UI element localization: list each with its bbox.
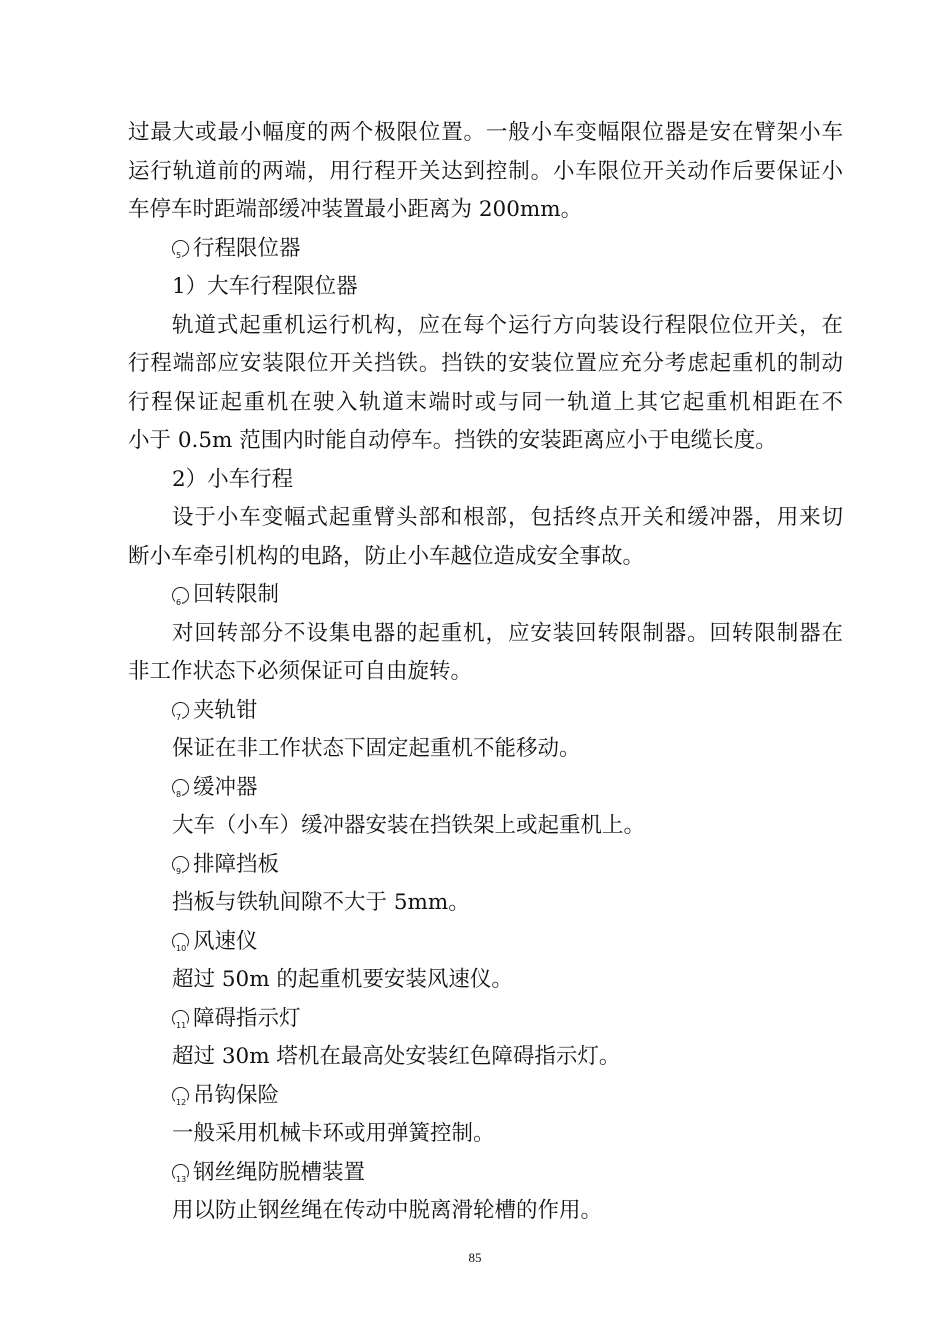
sub-heading: 2）小车行程	[172, 466, 294, 492]
text-line: 大车（小车）缓冲器安装在挡铁架上或起重机上。	[172, 813, 646, 838]
section-heading-text: 钢丝绳防脱槽装置	[193, 1159, 366, 1185]
section-heading	[128, 1000, 843, 1039]
text-line: 对回转部分不设集电器的起重机，应安装回转限制器。回转限制器在	[172, 620, 843, 646]
sub-heading: 1）大车行程限位器	[172, 274, 358, 299]
section-heading	[128, 923, 843, 962]
section-heading-text: 夹轨钳	[193, 697, 258, 723]
section-heading-text: 障碍指示灯	[193, 1005, 301, 1031]
circled-number-icon: 10	[172, 933, 189, 950]
page-body	[128, 114, 843, 1231]
text-line: 轨道式起重机运行机构，应在每个运行方向装设行程限位位开关，在	[172, 312, 843, 338]
section-heading	[128, 230, 843, 269]
text-line: 超过 30m 塔机在最高处安装红色障碍指示灯。	[172, 1044, 621, 1069]
circled-number-icon: 11	[172, 1010, 189, 1027]
text-line: 小于 0.5m 范围内时能自动停车。挡铁的安装距离应小于电缆长度。	[128, 428, 777, 453]
text-line: 断小车牵引机构的电路，防止小车越位造成安全事故。	[128, 543, 645, 569]
text-line: 行程保证起重机在驶入轨道末端时或与同一轨道上其它起重机相距在不	[128, 389, 843, 415]
text-line: 非工作状态下必须保证可自由旋转。	[128, 659, 473, 684]
text-line: 行程端部应安装限位开关挡铁。挡铁的安装位置应充分考虑起重机的制动	[128, 351, 843, 376]
section-heading	[128, 1077, 843, 1116]
text-line: 车停车时距端部缓冲装置最小距离为 200mm。	[128, 197, 583, 222]
section-heading-text: 回转限制	[193, 582, 280, 607]
page-number: 85	[468, 1250, 482, 1265]
section-heading-text: 风速仪	[193, 928, 258, 954]
section-heading-text: 吊钩保险	[193, 1082, 280, 1108]
circled-number-icon: 13	[172, 1164, 189, 1181]
text-line: 挡板与铁轨间隙不大于 5mm。	[172, 890, 470, 915]
circled-number-icon: 12	[172, 1087, 189, 1104]
text-line: 用以防止钢丝绳在传动中脱离滑轮槽的作用。	[172, 1198, 603, 1223]
circled-number-icon: 6	[172, 587, 189, 604]
text-line: 过最大或最小幅度的两个极限位置。一般小车变幅限位器是安在臂架小车	[128, 120, 843, 145]
section-heading-text: 排障挡板	[193, 851, 280, 877]
section-heading	[128, 769, 843, 808]
circled-number-icon: 9	[172, 856, 189, 873]
circled-number-icon: 8	[172, 779, 189, 796]
section-heading	[128, 1154, 843, 1193]
text-line: 一般采用机械卡环或用弹簧控制。	[172, 1121, 495, 1146]
section-heading-text: 行程限位器	[193, 235, 301, 261]
section-heading-text: 缓冲器	[193, 774, 258, 800]
text-line: 运行轨道前的两端，用行程开关达到控制。小车限位开关动作后要保证小	[128, 158, 843, 184]
circled-number-icon: 5	[172, 240, 189, 257]
section-heading	[128, 692, 843, 731]
text-line: 设于小车变幅式起重臂头部和根部，包括终点开关和缓冲器，用来切	[172, 505, 843, 530]
text-line: 保证在非工作状态下固定起重机不能移动。	[172, 736, 581, 761]
text-line: 超过 50m 的起重机要安装风速仪。	[172, 967, 513, 992]
section-heading	[128, 576, 843, 615]
circled-number-icon: 7	[172, 702, 189, 719]
section-heading	[128, 846, 843, 885]
